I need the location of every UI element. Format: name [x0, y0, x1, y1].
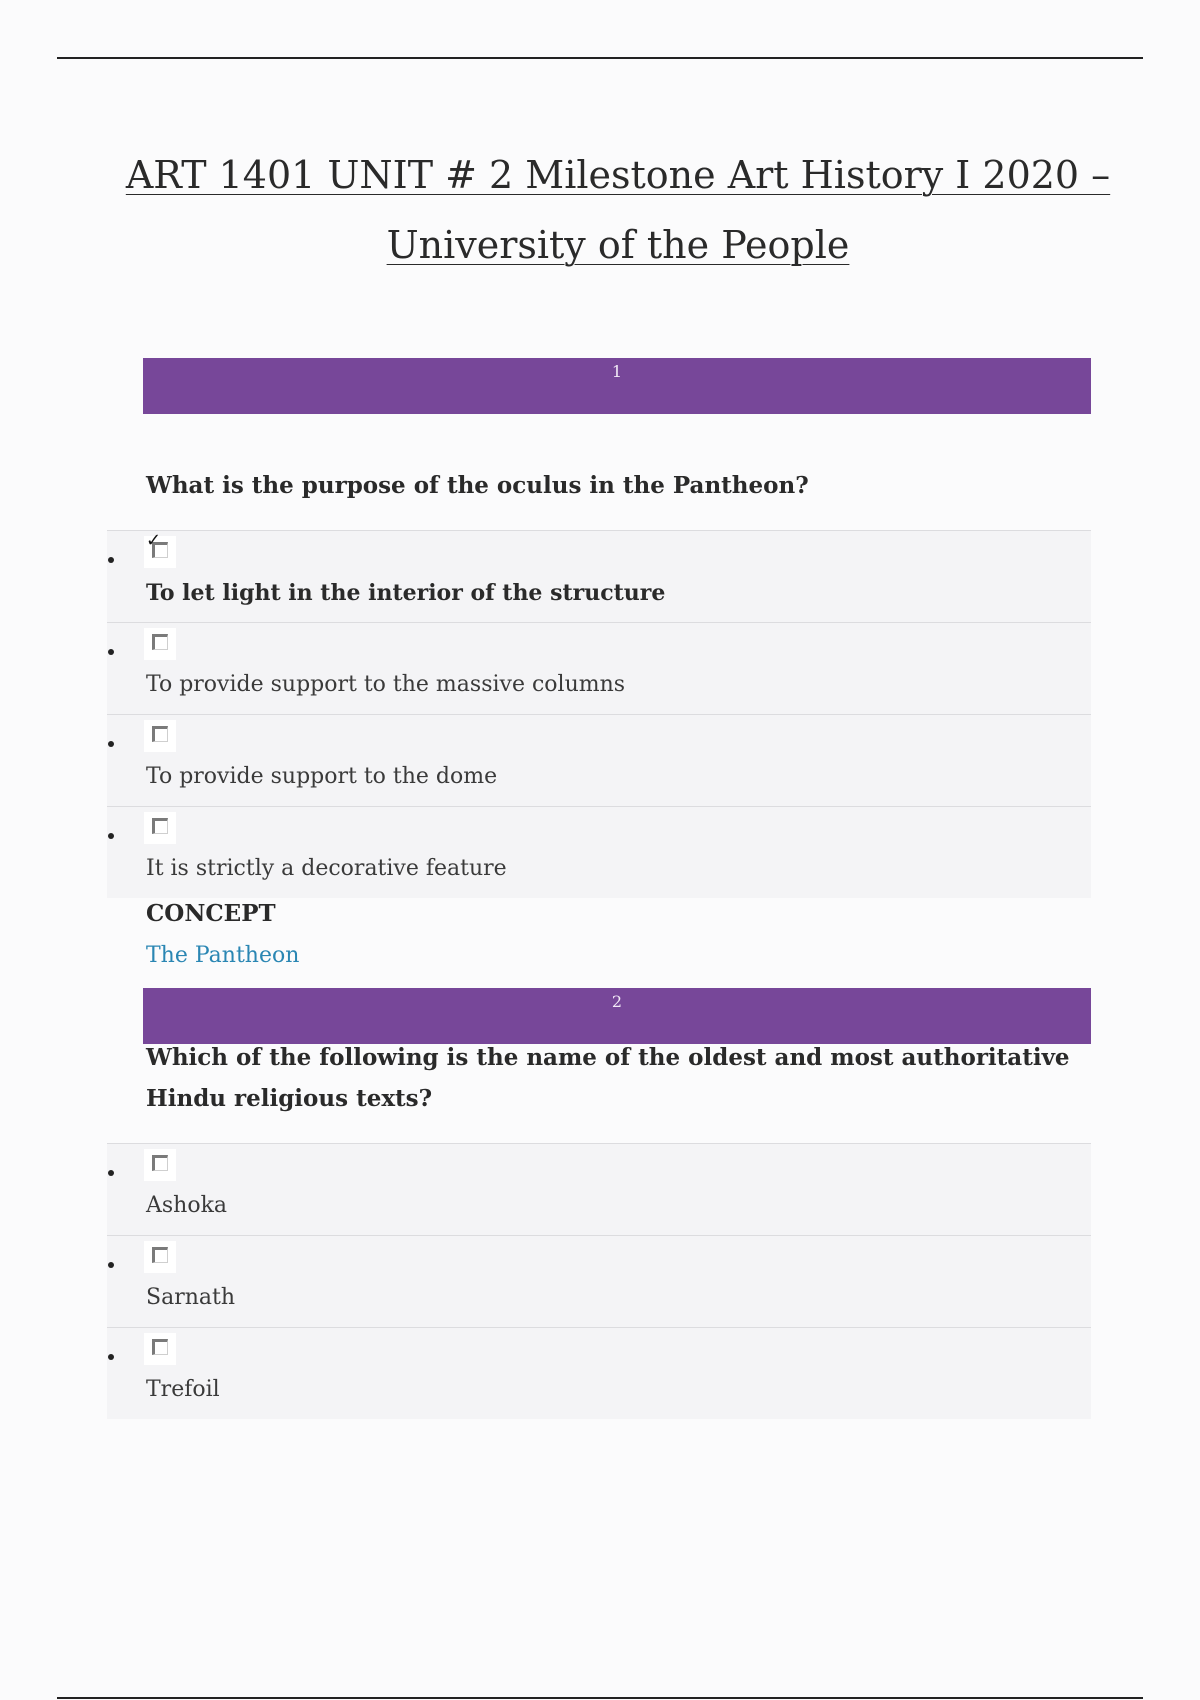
checkbox-checked-icon[interactable]: ✓ [144, 536, 176, 568]
answer-options [107, 530, 1091, 898]
answer-option[interactable] [107, 1143, 1091, 1235]
checkbox-icon[interactable] [144, 1149, 176, 1181]
concept-label: CONCEPT [146, 900, 276, 927]
bullet-icon [108, 741, 114, 747]
bullet-icon [108, 557, 114, 563]
bullet-icon [108, 1354, 114, 1360]
answer-option-label: To provide support to the massive columns [146, 672, 626, 697]
answer-options [107, 1143, 1091, 1419]
bullet-icon [108, 833, 114, 839]
answer-option[interactable] [107, 1235, 1091, 1327]
answer-option[interactable] [107, 714, 1091, 806]
question-text: Which of the following is the name of the oldest and most authoritative Hindu religious texts? [146, 1044, 1070, 1112]
question-text: What is the purpose of the oculus in the Pantheon? [146, 472, 809, 499]
bottom-rule [57, 1697, 1143, 1699]
answer-option-label: To provide support to the dome [146, 764, 498, 789]
bullet-icon [108, 1170, 114, 1176]
top-rule [57, 57, 1143, 59]
checkbox-icon[interactable] [144, 1333, 176, 1365]
question-number: 2 [611, 992, 623, 1011]
checkbox-icon[interactable] [144, 812, 176, 844]
question-number-bar [143, 358, 1091, 414]
answer-option-label: Trefoil [146, 1377, 220, 1402]
answer-option[interactable] [107, 806, 1091, 898]
answer-option-label: It is strictly a decorative feature [146, 856, 507, 881]
concept-link[interactable]: The Pantheon [146, 943, 300, 968]
question-number-bar [143, 988, 1091, 1044]
answer-option-label: Sarnath [146, 1285, 235, 1310]
question-number: 1 [611, 362, 623, 381]
checkbox-icon[interactable] [144, 1241, 176, 1273]
answer-option-label: To let light in the interior of the structure [146, 580, 666, 606]
document-title: ART 1401 UNIT # 2 Milestone Art History I 2020 – University of the People [125, 153, 1111, 267]
answer-option[interactable] [107, 622, 1091, 714]
checkbox-icon[interactable] [144, 628, 176, 660]
checkbox-icon[interactable] [144, 720, 176, 752]
bullet-icon [108, 1262, 114, 1268]
answer-option[interactable] [107, 530, 1091, 622]
bullet-icon [108, 649, 114, 655]
answer-option-label: Ashoka [146, 1193, 228, 1218]
answer-option[interactable] [107, 1327, 1091, 1419]
